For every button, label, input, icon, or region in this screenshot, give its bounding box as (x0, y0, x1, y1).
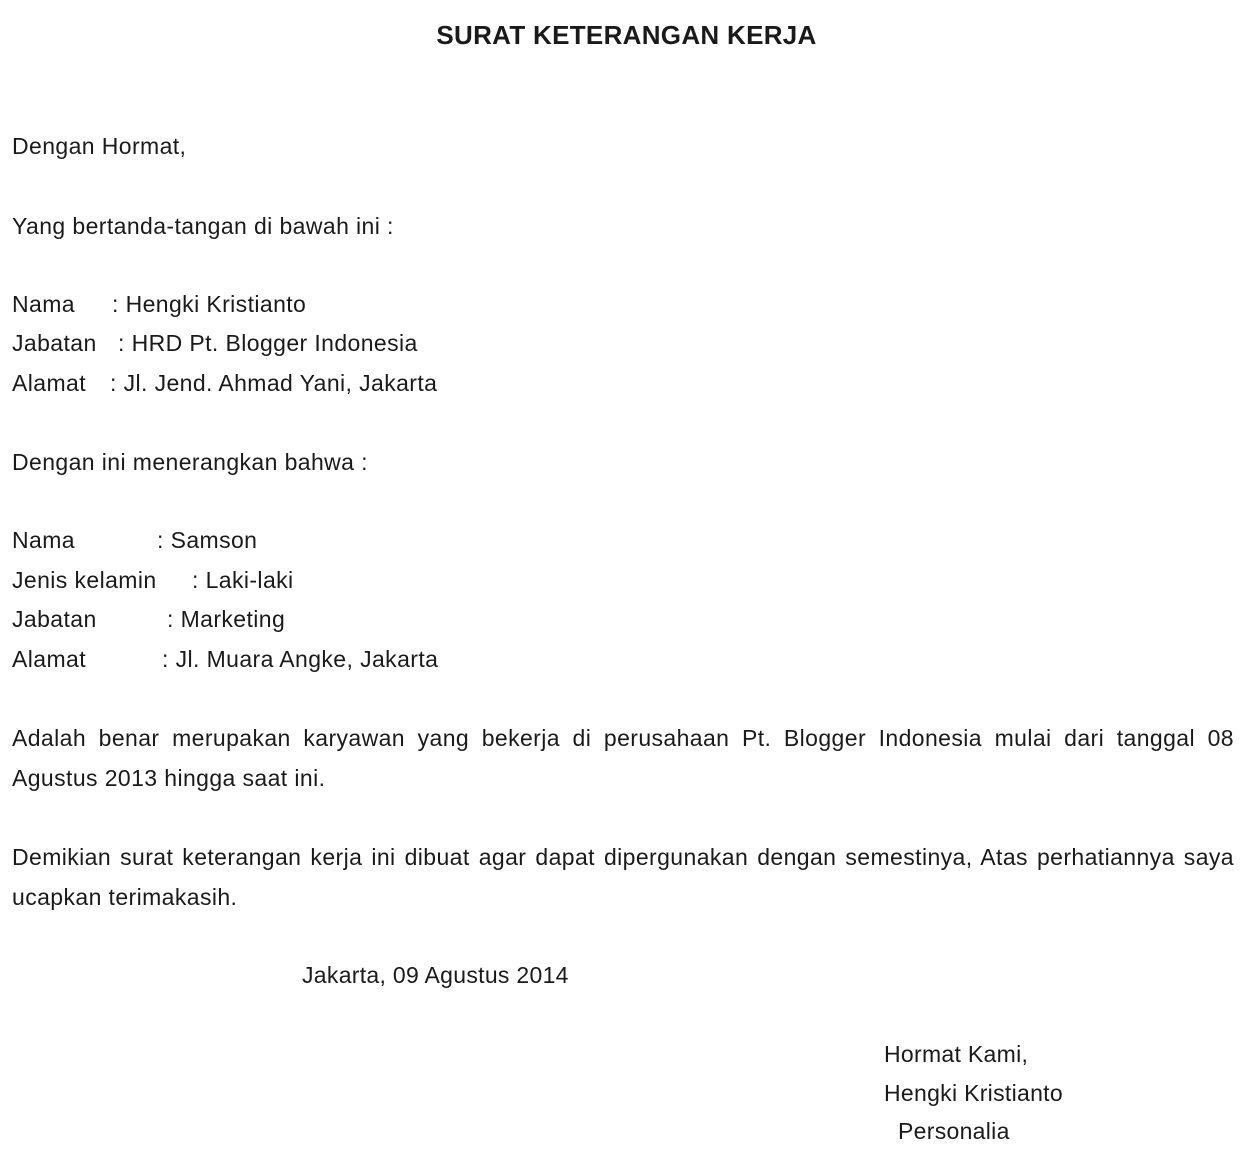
employee-position-value: : Marketing (167, 606, 286, 632)
signer-name-value: : Hengki Kristianto (112, 291, 307, 317)
employee-address-value: : Jl. Muara Angke, Jakarta (162, 646, 439, 672)
employee-name-label: Nama (12, 527, 75, 553)
employee-name-value: : Samson (157, 527, 258, 553)
employee-address-label: Alamat (12, 646, 86, 672)
signer-name-row (12, 289, 306, 319)
place-date: Jakarta, 09 Agustus 2014 (302, 962, 569, 988)
employee-gender-row (12, 565, 294, 595)
employee-position-row (12, 604, 285, 634)
signature-salutation: Hormat Kami, (884, 1041, 1029, 1067)
signer-address-label: Alamat (12, 370, 86, 396)
employee-gender-value: : Laki-laki (192, 567, 294, 593)
signer-position-label: Jabatan (12, 330, 97, 356)
body-paragraph: Adalah benar merupakan karyawan yang bekerja di perusahaan Pt. Blogger Indonesia mulai dari tanggal 08 Agustus 2013 hingga saat ini. (12, 725, 1234, 791)
signature-title: Personalia (898, 1118, 1010, 1144)
statement-intro: Dengan ini menerangkan bahwa : (12, 449, 368, 475)
signature-name: Hengki Kristianto (884, 1080, 1063, 1106)
employee-name-row (12, 525, 257, 555)
letter-title: SURAT KETERANGAN KERJA (436, 20, 817, 50)
employee-gender-label: Jenis kelamin (12, 567, 157, 593)
signer-address-row (12, 368, 437, 398)
signer-address-value: : Jl. Jend. Ahmad Yani, Jakarta (110, 370, 438, 396)
signer-name-label: Nama (12, 291, 75, 317)
greeting: Dengan Hormat, (12, 133, 187, 159)
employee-address-row (12, 644, 438, 674)
signer-position-value: : HRD Pt. Blogger Indonesia (118, 330, 418, 356)
employee-position-label: Jabatan (12, 606, 97, 632)
closing-paragraph: Demikian surat keterangan kerja ini dibuat agar dapat dipergunakan dengan semestinya, Atas perhatiannya saya ucapkan terimakasih. (12, 844, 1234, 910)
signer-position-row (12, 328, 418, 358)
intro-line: Yang bertanda-tangan di bawah ini : (12, 213, 394, 239)
